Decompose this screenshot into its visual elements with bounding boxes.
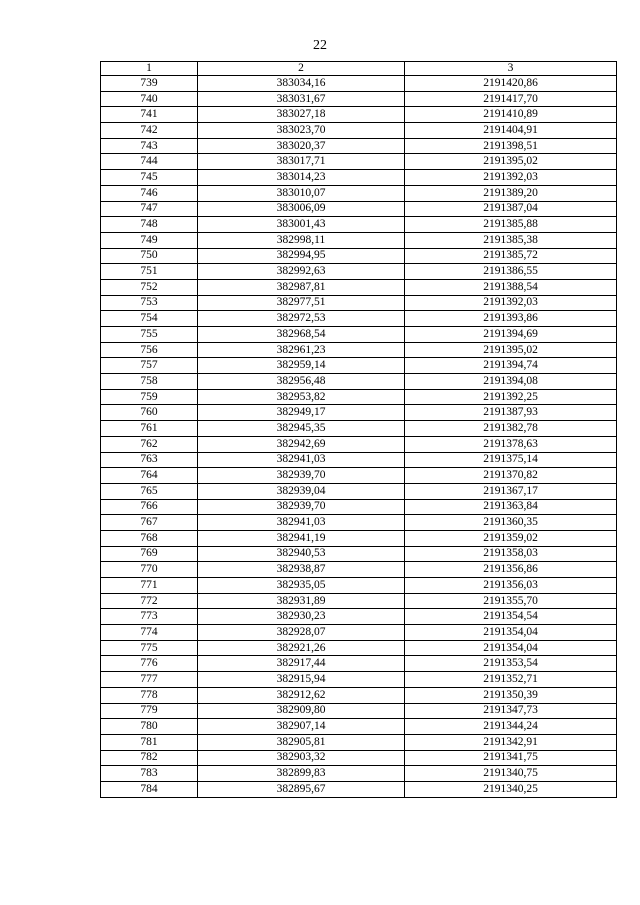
table-row xyxy=(101,530,617,546)
point-number-cell: 775 xyxy=(101,640,198,656)
table-row xyxy=(101,170,617,186)
table-row xyxy=(101,217,617,233)
point-number-cell: 784 xyxy=(101,781,198,797)
y-coordinate-cell: 2191360,35 xyxy=(405,515,617,531)
table-row xyxy=(101,154,617,170)
point-number-cell: 769 xyxy=(101,546,198,562)
x-coordinate-cell: 382939,70 xyxy=(198,499,405,515)
header-col-1: 1 xyxy=(101,62,198,76)
y-coordinate-cell: 2191356,86 xyxy=(405,562,617,578)
header-col-2: 2 xyxy=(198,62,405,76)
x-coordinate-cell: 382938,87 xyxy=(198,562,405,578)
y-coordinate-cell: 2191385,72 xyxy=(405,248,617,264)
point-number-cell: 754 xyxy=(101,311,198,327)
x-coordinate-cell: 382941,19 xyxy=(198,530,405,546)
table-row xyxy=(101,264,617,280)
y-coordinate-cell: 2191394,69 xyxy=(405,327,617,343)
table-row xyxy=(101,499,617,515)
x-coordinate-cell: 382953,82 xyxy=(198,389,405,405)
point-number-cell: 777 xyxy=(101,672,198,688)
table-row xyxy=(101,625,617,641)
x-coordinate-cell: 383034,16 xyxy=(198,76,405,92)
point-number-cell: 773 xyxy=(101,609,198,625)
y-coordinate-cell: 2191389,20 xyxy=(405,185,617,201)
x-coordinate-cell: 383017,71 xyxy=(198,154,405,170)
y-coordinate-cell: 2191395,02 xyxy=(405,154,617,170)
point-number-cell: 758 xyxy=(101,374,198,390)
x-coordinate-cell: 382956,48 xyxy=(198,374,405,390)
table-row xyxy=(101,656,617,672)
x-coordinate-cell: 383014,23 xyxy=(198,170,405,186)
table-row xyxy=(101,358,617,374)
y-coordinate-cell: 2191417,70 xyxy=(405,91,617,107)
y-coordinate-cell: 2191387,04 xyxy=(405,201,617,217)
table-row xyxy=(101,107,617,123)
point-number-cell: 764 xyxy=(101,468,198,484)
point-number-cell: 776 xyxy=(101,656,198,672)
point-number-cell: 751 xyxy=(101,264,198,280)
y-coordinate-cell: 2191388,54 xyxy=(405,279,617,295)
point-number-cell: 780 xyxy=(101,719,198,735)
x-coordinate-cell: 382935,05 xyxy=(198,578,405,594)
table-row xyxy=(101,546,617,562)
y-coordinate-cell: 2191385,38 xyxy=(405,232,617,248)
point-number-cell: 760 xyxy=(101,405,198,421)
point-number-cell: 783 xyxy=(101,766,198,782)
x-coordinate-cell: 382907,14 xyxy=(198,719,405,735)
x-coordinate-cell: 383020,37 xyxy=(198,138,405,154)
table-row xyxy=(101,468,617,484)
header-col-3: 3 xyxy=(405,62,617,76)
x-coordinate-cell: 382931,89 xyxy=(198,593,405,609)
table-row xyxy=(101,562,617,578)
table-row xyxy=(101,91,617,107)
y-coordinate-cell: 2191398,51 xyxy=(405,138,617,154)
y-coordinate-cell: 2191378,63 xyxy=(405,436,617,452)
table-row xyxy=(101,672,617,688)
y-coordinate-cell: 2191385,88 xyxy=(405,217,617,233)
y-coordinate-cell: 2191355,70 xyxy=(405,593,617,609)
x-coordinate-cell: 382899,83 xyxy=(198,766,405,782)
y-coordinate-cell: 2191382,78 xyxy=(405,421,617,437)
table-row xyxy=(101,405,617,421)
x-coordinate-cell: 383006,09 xyxy=(198,201,405,217)
y-coordinate-cell: 2191395,02 xyxy=(405,342,617,358)
y-coordinate-cell: 2191363,84 xyxy=(405,499,617,515)
point-number-cell: 763 xyxy=(101,452,198,468)
y-coordinate-cell: 2191393,86 xyxy=(405,311,617,327)
point-number-cell: 739 xyxy=(101,76,198,92)
point-number-cell: 753 xyxy=(101,295,198,311)
x-coordinate-cell: 382992,63 xyxy=(198,264,405,280)
x-coordinate-cell: 382945,35 xyxy=(198,421,405,437)
x-coordinate-cell: 382994,95 xyxy=(198,248,405,264)
y-coordinate-cell: 2191375,14 xyxy=(405,452,617,468)
y-coordinate-cell: 2191354,54 xyxy=(405,609,617,625)
table-row xyxy=(101,76,617,92)
x-coordinate-cell: 382912,62 xyxy=(198,687,405,703)
y-coordinate-cell: 2191387,93 xyxy=(405,405,617,421)
x-coordinate-cell: 382917,44 xyxy=(198,656,405,672)
x-coordinate-cell: 382961,23 xyxy=(198,342,405,358)
y-coordinate-cell: 2191359,02 xyxy=(405,530,617,546)
point-number-cell: 741 xyxy=(101,107,198,123)
y-coordinate-cell: 2191353,54 xyxy=(405,656,617,672)
table-row xyxy=(101,201,617,217)
y-coordinate-cell: 2191341,75 xyxy=(405,750,617,766)
table-row xyxy=(101,389,617,405)
table-row xyxy=(101,232,617,248)
header-row xyxy=(101,62,617,76)
y-coordinate-cell: 2191410,89 xyxy=(405,107,617,123)
table-row xyxy=(101,703,617,719)
table-row xyxy=(101,578,617,594)
table-header xyxy=(101,62,617,76)
y-coordinate-cell: 2191340,75 xyxy=(405,766,617,782)
x-coordinate-cell: 382928,07 xyxy=(198,625,405,641)
x-coordinate-cell: 382895,67 xyxy=(198,781,405,797)
point-number-cell: 755 xyxy=(101,327,198,343)
point-number-cell: 771 xyxy=(101,578,198,594)
x-coordinate-cell: 382987,81 xyxy=(198,279,405,295)
table-row xyxy=(101,421,617,437)
table-row xyxy=(101,781,617,797)
point-number-cell: 750 xyxy=(101,248,198,264)
table-row xyxy=(101,436,617,452)
point-number-cell: 766 xyxy=(101,499,198,515)
y-coordinate-cell: 2191394,08 xyxy=(405,374,617,390)
point-number-cell: 759 xyxy=(101,389,198,405)
y-coordinate-cell: 2191394,74 xyxy=(405,358,617,374)
y-coordinate-cell: 2191340,25 xyxy=(405,781,617,797)
x-coordinate-cell: 382939,04 xyxy=(198,483,405,499)
y-coordinate-cell: 2191344,24 xyxy=(405,719,617,735)
y-coordinate-cell: 2191367,17 xyxy=(405,483,617,499)
point-number-cell: 746 xyxy=(101,185,198,201)
y-coordinate-cell: 2191420,86 xyxy=(405,76,617,92)
y-coordinate-cell: 2191342,91 xyxy=(405,734,617,750)
table-row xyxy=(101,483,617,499)
y-coordinate-cell: 2191404,91 xyxy=(405,123,617,139)
point-number-cell: 768 xyxy=(101,530,198,546)
table-row xyxy=(101,138,617,154)
table-row xyxy=(101,719,617,735)
point-number-cell: 774 xyxy=(101,625,198,641)
point-number-cell: 765 xyxy=(101,483,198,499)
table-row xyxy=(101,593,617,609)
y-coordinate-cell: 2191392,03 xyxy=(405,295,617,311)
point-number-cell: 781 xyxy=(101,734,198,750)
table-row xyxy=(101,295,617,311)
y-coordinate-cell: 2191354,04 xyxy=(405,640,617,656)
table-row xyxy=(101,609,617,625)
y-coordinate-cell: 2191352,71 xyxy=(405,672,617,688)
x-coordinate-cell: 382903,32 xyxy=(198,750,405,766)
coordinates-table xyxy=(100,61,617,798)
point-number-cell: 767 xyxy=(101,515,198,531)
point-number-cell: 745 xyxy=(101,170,198,186)
table-row xyxy=(101,248,617,264)
point-number-cell: 779 xyxy=(101,703,198,719)
table-row xyxy=(101,185,617,201)
table-row xyxy=(101,342,617,358)
point-number-cell: 752 xyxy=(101,279,198,295)
table-row xyxy=(101,374,617,390)
point-number-cell: 749 xyxy=(101,232,198,248)
x-coordinate-cell: 382930,23 xyxy=(198,609,405,625)
x-coordinate-cell: 382940,53 xyxy=(198,546,405,562)
point-number-cell: 757 xyxy=(101,358,198,374)
point-number-cell: 756 xyxy=(101,342,198,358)
y-coordinate-cell: 2191370,82 xyxy=(405,468,617,484)
table-row xyxy=(101,734,617,750)
y-coordinate-cell: 2191354,04 xyxy=(405,625,617,641)
table-row xyxy=(101,279,617,295)
y-coordinate-cell: 2191356,03 xyxy=(405,578,617,594)
point-number-cell: 743 xyxy=(101,138,198,154)
point-number-cell: 744 xyxy=(101,154,198,170)
table-row xyxy=(101,327,617,343)
point-number-cell: 770 xyxy=(101,562,198,578)
x-coordinate-cell: 382977,51 xyxy=(198,295,405,311)
x-coordinate-cell: 383027,18 xyxy=(198,107,405,123)
x-coordinate-cell: 383023,70 xyxy=(198,123,405,139)
point-number-cell: 742 xyxy=(101,123,198,139)
x-coordinate-cell: 382968,54 xyxy=(198,327,405,343)
point-number-cell: 772 xyxy=(101,593,198,609)
point-number-cell: 778 xyxy=(101,687,198,703)
x-coordinate-cell: 383031,67 xyxy=(198,91,405,107)
y-coordinate-cell: 2191392,03 xyxy=(405,170,617,186)
y-coordinate-cell: 2191358,03 xyxy=(405,546,617,562)
point-number-cell: 762 xyxy=(101,436,198,452)
y-coordinate-cell: 2191386,55 xyxy=(405,264,617,280)
x-coordinate-cell: 382972,53 xyxy=(198,311,405,327)
page-number: 22 xyxy=(313,38,327,53)
x-coordinate-cell: 382949,17 xyxy=(198,405,405,421)
y-coordinate-cell: 2191350,39 xyxy=(405,687,617,703)
y-coordinate-cell: 2191392,25 xyxy=(405,389,617,405)
x-coordinate-cell: 382909,80 xyxy=(198,703,405,719)
x-coordinate-cell: 382941,03 xyxy=(198,452,405,468)
point-number-cell: 782 xyxy=(101,750,198,766)
x-coordinate-cell: 383001,43 xyxy=(198,217,405,233)
table-row xyxy=(101,311,617,327)
table-row xyxy=(101,452,617,468)
x-coordinate-cell: 382941,03 xyxy=(198,515,405,531)
x-coordinate-cell: 382942,69 xyxy=(198,436,405,452)
x-coordinate-cell: 383010,07 xyxy=(198,185,405,201)
table-row xyxy=(101,687,617,703)
x-coordinate-cell: 382939,70 xyxy=(198,468,405,484)
x-coordinate-cell: 382959,14 xyxy=(198,358,405,374)
x-coordinate-cell: 382915,94 xyxy=(198,672,405,688)
table-row xyxy=(101,750,617,766)
y-coordinate-cell: 2191347,73 xyxy=(405,703,617,719)
point-number-cell: 740 xyxy=(101,91,198,107)
table-row xyxy=(101,123,617,139)
point-number-cell: 748 xyxy=(101,217,198,233)
table-row xyxy=(101,640,617,656)
point-number-cell: 761 xyxy=(101,421,198,437)
table-row xyxy=(101,515,617,531)
x-coordinate-cell: 382998,11 xyxy=(198,232,405,248)
point-number-cell: 747 xyxy=(101,201,198,217)
x-coordinate-cell: 382905,81 xyxy=(198,734,405,750)
table-row xyxy=(101,766,617,782)
x-coordinate-cell: 382921,26 xyxy=(198,640,405,656)
table-body xyxy=(101,76,617,798)
